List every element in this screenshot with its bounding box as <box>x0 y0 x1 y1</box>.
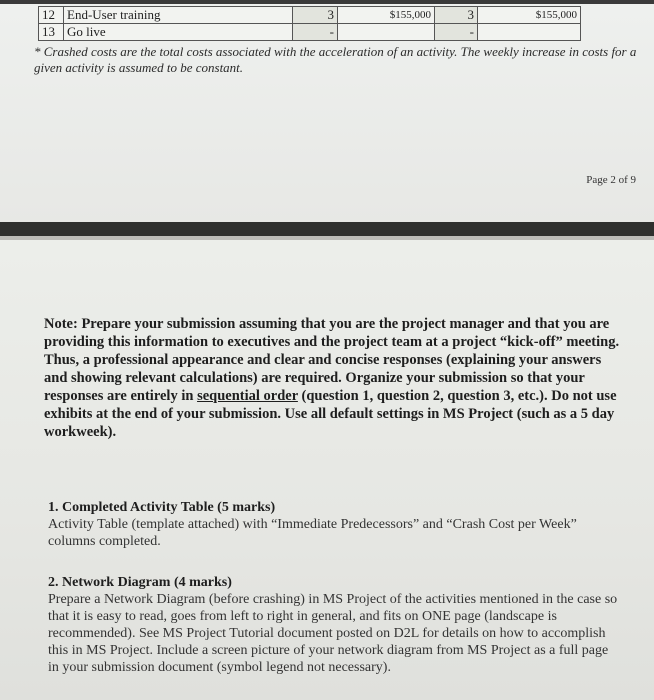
row-number: 12 <box>39 7 64 24</box>
section-body: Activity Table (template attached) with “Immediate Predecessors” and “Crash Cost per Week” columns completed. <box>48 517 577 549</box>
section-network-diagram <box>48 574 618 676</box>
section-heading: 1. Completed Activity Table (5 marks) <box>48 500 276 515</box>
activity-name: End-User training <box>64 7 293 24</box>
crash-duration: 3 <box>435 7 478 24</box>
note-text-start: Note: Prepare your submission assuming that you are the project manager and that you are providing this information to executives and the project team at a project “kick-off” meeting. Thus, a professional appearance and clear and concise responses (explaining your answers and showing relevant calculations) are required. Organize your submission so that your responses are entirely in <box>44 316 620 404</box>
section-activity-table <box>48 499 618 550</box>
crash-cost <box>478 24 581 41</box>
submission-note <box>44 315 626 441</box>
section-body: Prepare a Network Diagram (before crashing) in MS Project of the activities mentioned in the case so that it is easy to read, goes from left to right in general, and fits on ONE page (landscape is recommended). See MS Project Tutorial document posted on D2L for details on how to accomplish this in MS Project. Include a screen picture of your network diagram from MS Project as a full page in your submission document (symbol legend not necessary). <box>48 592 618 675</box>
normal-duration: 3 <box>293 7 338 24</box>
page-break-bar <box>0 222 654 236</box>
activity-table <box>38 6 581 41</box>
crash-duration: - <box>435 24 478 41</box>
crash-cost: $155,000 <box>478 7 581 24</box>
row-number: 13 <box>39 24 64 41</box>
previous-page-section <box>0 4 654 224</box>
note-text-end: (question 1, question 2, question 3, etc.). Do not use exhibits at the end of your submission. Use all default settings in MS Project (such as a 5 day workweek). <box>44 388 617 440</box>
current-page-section <box>0 240 654 700</box>
section-heading: 2. Network Diagram (4 marks) <box>48 575 232 590</box>
table-row <box>39 24 581 41</box>
normal-cost <box>338 24 435 41</box>
normal-duration: - <box>293 24 338 41</box>
note-underlined-text: sequential order <box>197 388 298 404</box>
page-number: Page 2 of 9 <box>586 174 636 186</box>
crash-cost-footnote: * Crashed costs are the total costs associated with the acceleration of an activity. The weekly increase in costs for a given activity is assumed to be constant. <box>34 44 637 75</box>
activity-name: Go live <box>64 24 293 41</box>
table-row <box>39 7 581 24</box>
normal-cost: $155,000 <box>338 7 435 24</box>
